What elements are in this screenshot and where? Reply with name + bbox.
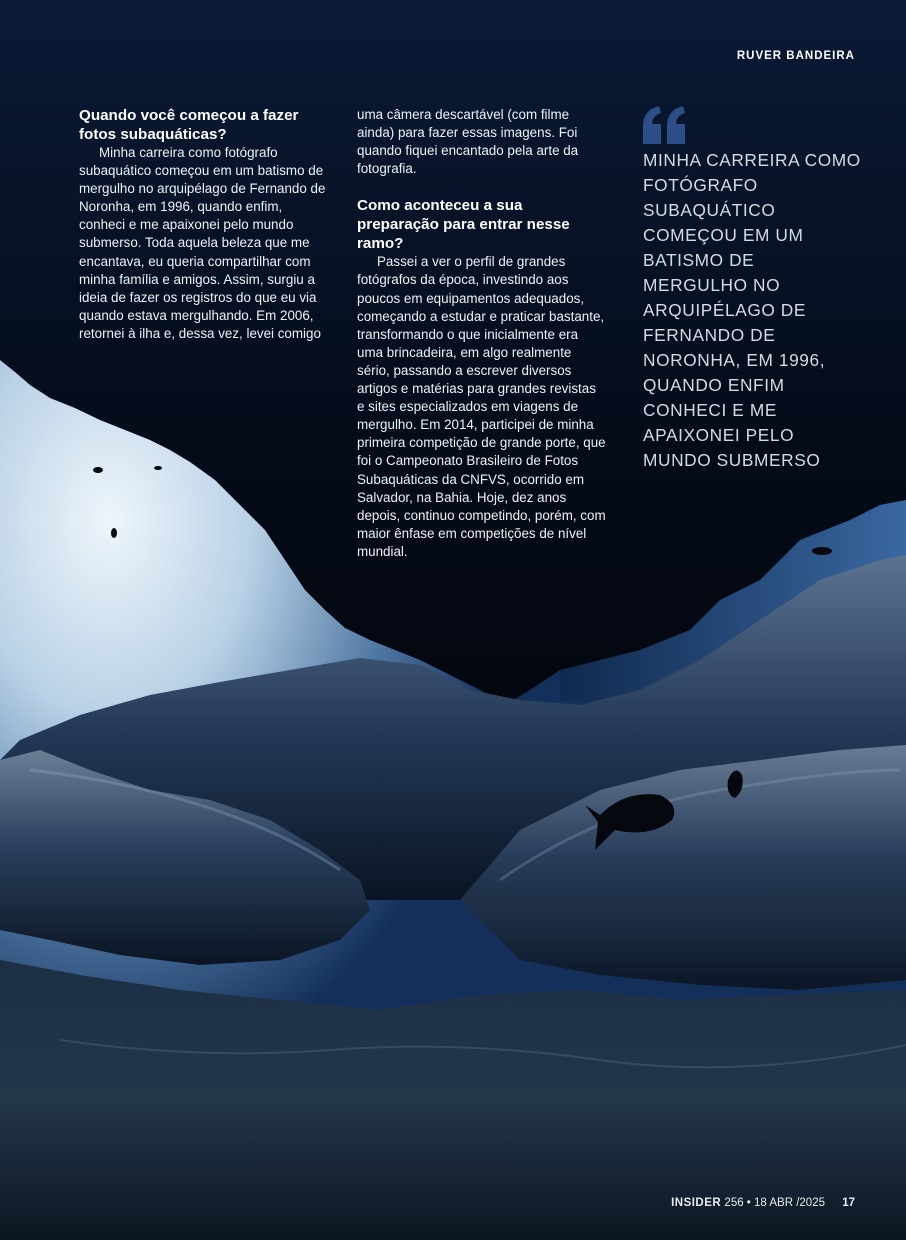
pull-quote: MINHA CARREIRA COMO FOTÓGRAFO SUBAQUÁTICO COMEÇOU EM UM BATISMO DE MERGULHO NO ARQUIPÉLAGO DE FERNANDO DE NORONHA, EM 1996, QUANDO ENFIM CONHECI E ME APAIXONEI PELO MUNDO SUBMERSO bbox=[643, 150, 861, 470]
quote-icon bbox=[641, 106, 689, 144]
answer-paragraph-continued: uma câmera descartável (com filme ainda) para fazer essas imagens. Foi quando fiquei encantado pela arte da fotografia. bbox=[357, 107, 579, 177]
page-footer bbox=[671, 1197, 855, 1209]
magazine-name: INSIDER bbox=[671, 1197, 722, 1209]
answer-paragraph: Passei a ver o perfil de grandes fotógrafos da época, investindo aos poucos em equipamentos adequados, começando a estudar e praticar bastante, transformando o que inicialmente era uma brincadeira, em algo realmente sério, passando a escrever diversos artigos e matérias para grandes revistas e sites especializados em viagens de mergulho. Em 2014, participei de minha primeira competição de grande porte, que foi o Campeonato Brasileiro de Fotos Subaquáticas da CNFVS, ocorrido em Salvador, na Bahia. Hoje, dez anos depois, continuo competindo, porém, com maior ênfase em competições de nível mundial. bbox=[357, 254, 606, 559]
page-number: 17 bbox=[842, 1197, 855, 1209]
author-name: RUVER BANDEIRA bbox=[736, 50, 855, 62]
article-column-1 bbox=[79, 106, 327, 343]
issue-info: 256 • 18 ABR /2025 bbox=[724, 1197, 825, 1209]
answer-paragraph: Minha carreira como fotógrafo subaquático começou em um batismo de mergulho no arquipélago de Fernando de Noronha, em 1996, quando enfim, conheci e me apaixonei pelo mundo submerso. Toda aquela beleza que me encantava, eu queria compartilhar com minha família e amigos. Assim, surgiu a ideia de fazer os registros do que eu via quando estava mergulhando. Em 2006, retornei à ilha e, dessa vez, levei comigo bbox=[79, 145, 326, 341]
article-column-2 bbox=[357, 106, 607, 561]
question-heading: Como aconteceu a sua preparação para entrar nesse ramo? bbox=[357, 197, 570, 253]
question-heading: Quando você começou a fazer fotos subaquáticas? bbox=[79, 107, 299, 143]
